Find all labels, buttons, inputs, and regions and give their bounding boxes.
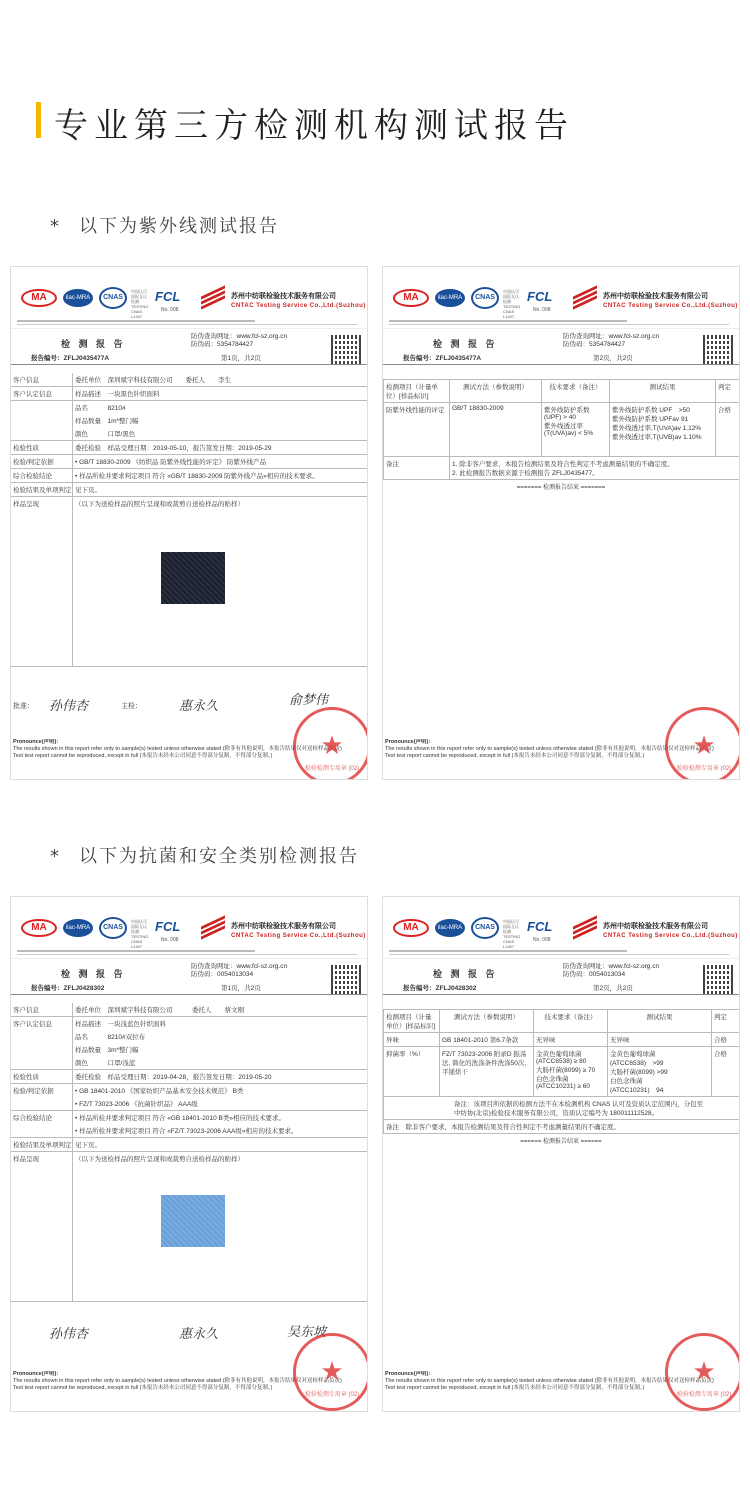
report-title-row xyxy=(11,959,367,995)
company-flag-icon xyxy=(201,921,225,941)
table-row: 客户认定信息 样品描述 一块浅蓝色针织面料 xyxy=(11,1017,367,1030)
company-name-en: CNTAC Testing Service Co.,Ltd.(Suzhou) xyxy=(603,933,738,939)
cma-text: 中国认可 国际互认 检测 TESTING CNAS L1407 xyxy=(503,919,521,949)
table-row: 客户信息 委托单位 深圳斌宇科技有限公司 委托人 蔡文刚 xyxy=(11,1003,367,1017)
cma-text: 中国认可 国际互认 检测 TESTING CNAS L1407 xyxy=(131,289,149,319)
cnas-logo: CNAS xyxy=(471,917,499,939)
company-seal-stamp: 检验检测专用章 (02) ★ xyxy=(665,707,740,780)
company-name-en: CNTAC Testing Service Co.,Ltd.(Suzhou) xyxy=(231,303,366,309)
ilac-logo: ilac-MRA xyxy=(63,919,93,937)
report-end-line: ======= 检测报告结束 ======= xyxy=(516,485,606,491)
table-row: 综合检验结论 • 样品所检并要求判定项目 符合 «GB 18401-2010 B类»相应的技术要求。 xyxy=(11,1111,367,1124)
report-header xyxy=(11,267,367,329)
report-header xyxy=(11,897,367,959)
table-row: 品名 8210# xyxy=(11,401,367,414)
table-row: • 样品所检并要求判定项目 符合 «FZ/T 73023-2006 AAA级»相应的技术要求。 xyxy=(11,1124,367,1138)
table-row-sample: 样品呈现 （以下为送检样品的照片呈现和或裁剪自送检样品的贴样） xyxy=(11,497,367,667)
company-seal-stamp: 检验检测专用章 (02) ★ xyxy=(293,707,368,780)
table-row: 防紫外线性能的评定 GB/T 18830-2009 紫外线防护系数 (UPF) > 40 紫外线透过率 (T(UVA)av) < 5% 紫外线防护系数 UPF >50 紫外线防护系数 UPFav 91 紫外线透过率,T(UVA)av 1.12% 紫外线透过率,T(UVB)av 1.10% 合格 xyxy=(384,403,740,457)
address-line xyxy=(389,947,729,955)
report-rows xyxy=(11,373,367,667)
anti-fake-info: 防伪查询网址：www.fcl-sz.org.cn 防伪码：0054013034 xyxy=(563,963,660,978)
company-name: 苏州中纺联检验技术服务有限公司 xyxy=(231,923,336,930)
report-number: 报告编号：ZFLJ0428302 xyxy=(31,985,105,992)
ma-logo: MA xyxy=(393,919,429,937)
fabric-swatch-black xyxy=(161,552,225,604)
address-line xyxy=(17,317,357,325)
ilac-logo: ilac-MRA xyxy=(435,919,465,937)
report-end-line: ====== 检测报告结束 ====== xyxy=(520,1139,602,1145)
report-number: 报告编号：ZFLJ0435477A xyxy=(31,355,110,362)
cnas-logo: CNAS xyxy=(471,287,499,309)
report-rows xyxy=(11,1003,367,1302)
fcl-logo: FCL xyxy=(155,919,181,934)
company-name-en: CNTAC Testing Service Co.,Ltd.(Suzhou) xyxy=(231,933,366,939)
signature-approver: 孙伟杏 xyxy=(49,1327,89,1342)
table-row: 检验性质 委托检验 样品受理日期：2019-05-10，报告签发日期：2019-05-29 xyxy=(11,441,367,455)
table-row: 颜色 口罩/黑色 xyxy=(11,427,367,441)
table-row: 样品数量 3m*整门幅 xyxy=(11,1043,367,1056)
table-row: 综合检验结论 • 样品所检并要求判定项目 符合 «GB/T 18830-2009 防紫外线产品»相应的技术要求。 xyxy=(11,469,367,483)
table-row: 检验/判定依据 • GB 18401-2010 《国家纺织产品基本安全技术规范》 B类 xyxy=(11,1084,367,1097)
table-note-row: 备注 除非客户要求，本报告检测结果及符合性判定不考虑测量结果的不确定度。 xyxy=(384,1120,740,1134)
company-name: 苏州中纺联检验技术服务有限公司 xyxy=(231,293,336,300)
report-title-row xyxy=(383,959,739,995)
anti-fake-info: 防伪查询网址：www.fcl-sz.org.cn 防伪码：5354784427 xyxy=(191,333,288,348)
company-name: 苏州中纺联检验技术服务有限公司 xyxy=(603,293,708,300)
address-line xyxy=(17,947,357,955)
report-header xyxy=(383,897,739,959)
pronounce-statement: Pronounce(声明): The results shown in this report refer only to sample(s) tested unless otherwise stated (除非有其他说明，本报告结果仅对送检样品负责) Test test report cannot be reproduced, except in full (本报告未经本公司同意不得部分复制，不得部分复制。) xyxy=(13,1371,342,1391)
table-row: 品名 8210#双拉布 xyxy=(11,1030,367,1043)
company-name: 苏州中纺联检验技术服务有限公司 xyxy=(603,923,708,930)
report-title-row xyxy=(11,329,367,365)
page-number: 第2页，共2页 xyxy=(593,985,633,992)
page-number: 第1页，共2页 xyxy=(221,985,261,992)
antibacterial-result-table xyxy=(383,1009,740,1134)
table-note-row: 备注：该项目所依据的检测方法不在本检测机构 CNAS 认可及资质认定范围内，分包至 中纺协(北京)检验技术服务有限公司，资质认定编号为 180011112528。 xyxy=(384,1097,740,1120)
ma-logo: MA xyxy=(21,289,57,307)
page-title: 专业第三方检测机构测试报告 xyxy=(54,106,574,146)
table-row: 抑菌率（%） FZ/T 73023-2006 附录D 振荡 法, 简化的洗涤条件洗涤50次, 平铺烘干 金黄色葡萄球菌 (ATCC6538) ≥ 80 大肠杆菌(8099) ≥ 70 白色念珠菌 (ATCC10231) ≥ 60 金黄色葡萄球菌 (ATCC6538) >99 大肠杆菌(8099) >99 白色念珠菌 (ATCC10231) 94 合格 xyxy=(384,1047,740,1097)
report-number: 报告编号：ZFLJ0435477A xyxy=(403,355,482,362)
pronounce-statement: Pronounce(声明): The results shown in this report refer only to sample(s) tested unless otherwise stated (除非有其他说明，本报告结果仅对送检样品负责) Test test report cannot be reproduced, except in full (本报告未经本公司同意不得部分复制，不得部分复制。) xyxy=(385,739,714,759)
ilac-logo: ilac-MRA xyxy=(435,289,465,307)
table-row: 检验结果及单项判定 见下页。 xyxy=(11,483,367,497)
uv-report-page-1: MA ilac-MRA CNAS 中国认可 国际互认 检测 TESTING CNAS L1407 FCL No. 008 苏州中纺联检验技术服务有限公司 CNTAC Testing Service Co.,Ltd.(Suzhou) 检 测 报 告 报告编号：ZFLJ0435477A 防伪查询网址：www.fcl-sz.org.cn 防伪码：5354784427 第1页，共2页 客户信息 委托单位 深圳斌宇科技有限公司 委托人 李生 客户认定信息 样品描述 一块黑色针织面料 品名 8210# 样品数量 1m*整门幅 颜色 口罩/黑色 检验性质 委托检验 样品受理日期：2019-05-10，报告签发日期：2019-05-29 检验/判定依据 • GB/T 18830-2009 《纺织品 防紫外线性能的评定》 防紫外线产品 综合检验结论 • 样品所检并要求判定项目 符合 «GB/T 18830-2009 防紫外线产品»相应的技术要求。 检验结果及单项判定 见下页。 样品呈现 （以下为送检样品的照片呈现和或裁剪自送检样品的贴样） 批准： 孙伟杏 主检： 惠永久 俞梦伟 Pronounce(声明): The results shown in this report refer only to sample(s) tested unless otherwise stated (除非有其他说明，本报告结果仅对送检样品负责) Test test report cannot be reproduced, except in full (本报告未经本公司同意不得部分复制，不得部分复制。) 检验检测专用章 (02) ★ xyxy=(10,266,368,780)
antibacterial-report-page-2 xyxy=(382,896,740,1412)
antibacterial-report-page-1 xyxy=(10,896,368,1412)
uv-result-table xyxy=(383,379,740,480)
company-seal-stamp: 检验检测专用章 (02) ★ xyxy=(293,1333,368,1411)
cnas-logo: CNAS xyxy=(99,287,127,309)
report-title: 检 测 报 告 xyxy=(61,969,126,979)
fcl-number: No. 008 xyxy=(533,307,551,313)
table-row: 颜色 口罩/浅蓝 xyxy=(11,1056,367,1070)
address-line xyxy=(389,317,729,325)
report-title: 检 测 报 告 xyxy=(433,969,498,979)
pronounce-statement: Pronounce(声明): The results shown in this report refer only to sample(s) tested unless otherwise stated (除非有其他说明，本报告结果仅对送检样品负责) Test test report cannot be reproduced, except in full (本报告未经本公司同意不得部分复制，不得部分复制。) xyxy=(13,739,342,759)
signature-inspector: 惠永久 xyxy=(179,1327,219,1342)
table-note-row: 备注 1. 除非客户要求，本报告检测结果及符合性判定不考虑测量结果的不确定度。 2. 此检测报告数据来源于检测报告 ZFLJ0435477。 xyxy=(384,457,740,480)
pronounce-statement: Pronounce(声明): The results shown in this report refer only to sample(s) tested unless otherwise stated (除非有其他说明，本报告结果仅对送检样品负责) Test test report cannot be reproduced, except in full (本报告未经本公司同意不得部分复制，不得部分复制。) xyxy=(385,1371,714,1391)
cma-text: 中国认可 国际互认 检测 TESTING CNAS L1407 xyxy=(131,919,149,949)
cma-text: 中国认可 国际互认 检测 TESTING CNAS L1407 xyxy=(503,289,521,319)
table-row: 样品数量 1m*整门幅 xyxy=(11,414,367,427)
table-row: 客户认定信息 样品描述 一块黑色针织面料 xyxy=(11,387,367,401)
fcl-number: No. 008 xyxy=(161,937,179,943)
company-flag-icon xyxy=(201,291,225,311)
ilac-logo: ilac-MRA xyxy=(63,289,93,307)
signature-inspector: 惠永久 xyxy=(179,699,219,714)
fcl-logo: FCL xyxy=(527,919,553,934)
section-label-antibacterial: * 以下为抗菌和安全类别检测报告 xyxy=(50,846,359,867)
page-number: 第1页，共2页 xyxy=(221,355,261,362)
signature-third: 吴东坡 xyxy=(287,1325,327,1340)
company-name-en: CNTAC Testing Service Co.,Ltd.(Suzhou) xyxy=(603,303,738,309)
company-flag-icon xyxy=(573,291,597,311)
table-header-row: 检测项目（计量单位）[样品标识] 测试方法（参数说明） 技术要求（备注） 测试结果 判定 xyxy=(384,1010,740,1033)
table-row: 检验/判定依据 • GB/T 18830-2009 《纺织品 防紫外线性能的评定》 防紫外线产品 xyxy=(11,455,367,469)
ma-logo: MA xyxy=(393,289,429,307)
cnas-logo: CNAS xyxy=(99,917,127,939)
anti-fake-info: 防伪查询网址：www.fcl-sz.org.cn 防伪码：0054013034 xyxy=(191,963,288,978)
fabric-swatch-blue xyxy=(161,1195,225,1247)
company-seal-stamp: 检验检测专用章 (02) ★ xyxy=(665,1333,740,1411)
table-row: 检验性质 委托检验 样品受理日期：2019-04-28，报告签发日期：2019-05-20 xyxy=(11,1070,367,1084)
anti-fake-info: 防伪查询网址：www.fcl-sz.org.cn 防伪码：5354784427 xyxy=(563,333,660,348)
report-title: 检 测 报 告 xyxy=(61,339,126,349)
fcl-number: No. 008 xyxy=(161,307,179,313)
table-row: 检验结果及单项判定 见下页。 xyxy=(11,1138,367,1152)
section-label-uv: * 以下为紫外线测试报告 xyxy=(50,216,279,237)
signature-third: 俞梦伟 xyxy=(289,693,329,708)
table-row: 异味 GB 18401-2010 第6.7条款 无异味 无异味 合格 xyxy=(384,1033,740,1047)
ma-logo: MA xyxy=(21,919,57,937)
report-title: 检 测 报 告 xyxy=(433,339,498,349)
fcl-logo: FCL xyxy=(155,289,181,304)
uv-report-page-2 xyxy=(382,266,740,780)
table-row: • FZ/T 73023-2006 《抗菌针织品》 AAA级 xyxy=(11,1097,367,1111)
page-number: 第2页，共2页 xyxy=(593,355,633,362)
table-row-sample: 样品呈现 （以下为送检样品的照片呈现和或裁剪自送检样品的贴样） xyxy=(11,1152,367,1302)
report-header xyxy=(383,267,739,329)
title-accent-bar xyxy=(36,102,41,138)
report-number: 报告编号：ZFLJ0428302 xyxy=(403,985,477,992)
signature-approver: 孙伟杏 xyxy=(49,699,89,714)
company-flag-icon xyxy=(573,921,597,941)
table-row: 客户信息 委托单位 深圳斌宇科技有限公司 委托人 李生 xyxy=(11,373,367,387)
table-header-row: 检测项目（计量单位）[样品标识] 测试方法（参数说明） 技术要求（备注） 测试结果 判定 xyxy=(384,380,740,403)
fcl-number: No. 008 xyxy=(533,937,551,943)
report-title-row xyxy=(383,329,739,365)
fcl-logo: FCL xyxy=(527,289,553,304)
